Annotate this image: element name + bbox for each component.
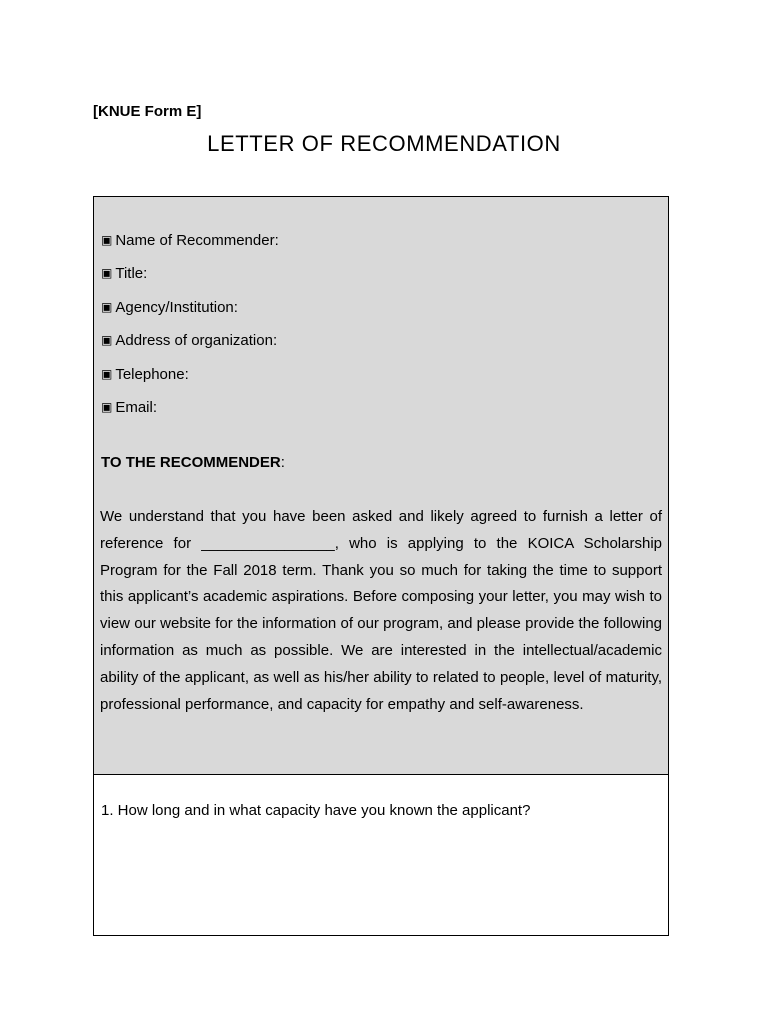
square-bullet-icon: ▣ xyxy=(101,333,113,347)
field-label: Email: xyxy=(115,399,158,416)
field-agency-institution[interactable] xyxy=(101,299,238,317)
to-recommender-heading xyxy=(101,454,285,471)
to-recommender-colon: : xyxy=(280,454,285,471)
field-address-of-organization[interactable] xyxy=(101,332,277,350)
field-telephone[interactable] xyxy=(101,366,189,384)
question-1: 1. How long and in what capacity have you known the applicant? xyxy=(101,802,531,819)
field-label: Agency/Institution: xyxy=(115,299,238,316)
form-code: [KNUE Form E] xyxy=(93,103,202,120)
field-label: Name of Recommender: xyxy=(115,232,279,249)
recommendation-form xyxy=(93,196,669,936)
page-title: LETTER OF RECOMMENDATION xyxy=(207,131,561,156)
recommender-info-section xyxy=(94,197,668,775)
square-bullet-icon: ▣ xyxy=(101,400,113,414)
field-title[interactable] xyxy=(101,265,147,283)
intro-paragraph: We understand that you have been asked and likely agreed to furnish a letter of reference for ________________, who is applying to the KOICA Scholarship Program for the Fall 2018 term. Thank you so much for taking the time to support this applicant’s academic aspirations. Before composing your letter, you may wish to view our website for the information of our program, and please provide the following information as much as possible. We are interested in the intellectual/academic ability of the applicant, as well as his/her ability to related to people, level of maturity, professional performance, and capacity for empathy and self-awareness. xyxy=(100,508,662,713)
square-bullet-icon: ▣ xyxy=(101,367,113,381)
square-bullet-icon: ▣ xyxy=(101,300,113,314)
field-label: Telephone: xyxy=(115,366,189,383)
field-label: Address of organization: xyxy=(115,332,278,349)
square-bullet-icon: ▣ xyxy=(101,233,113,247)
to-recommender-label: TO THE RECOMMENDER xyxy=(101,454,281,471)
field-email[interactable] xyxy=(101,399,157,417)
field-name-of-recommender[interactable] xyxy=(101,232,279,250)
question-1-section[interactable] xyxy=(94,775,668,935)
square-bullet-icon: ▣ xyxy=(101,266,113,280)
field-label: Title: xyxy=(115,265,148,282)
